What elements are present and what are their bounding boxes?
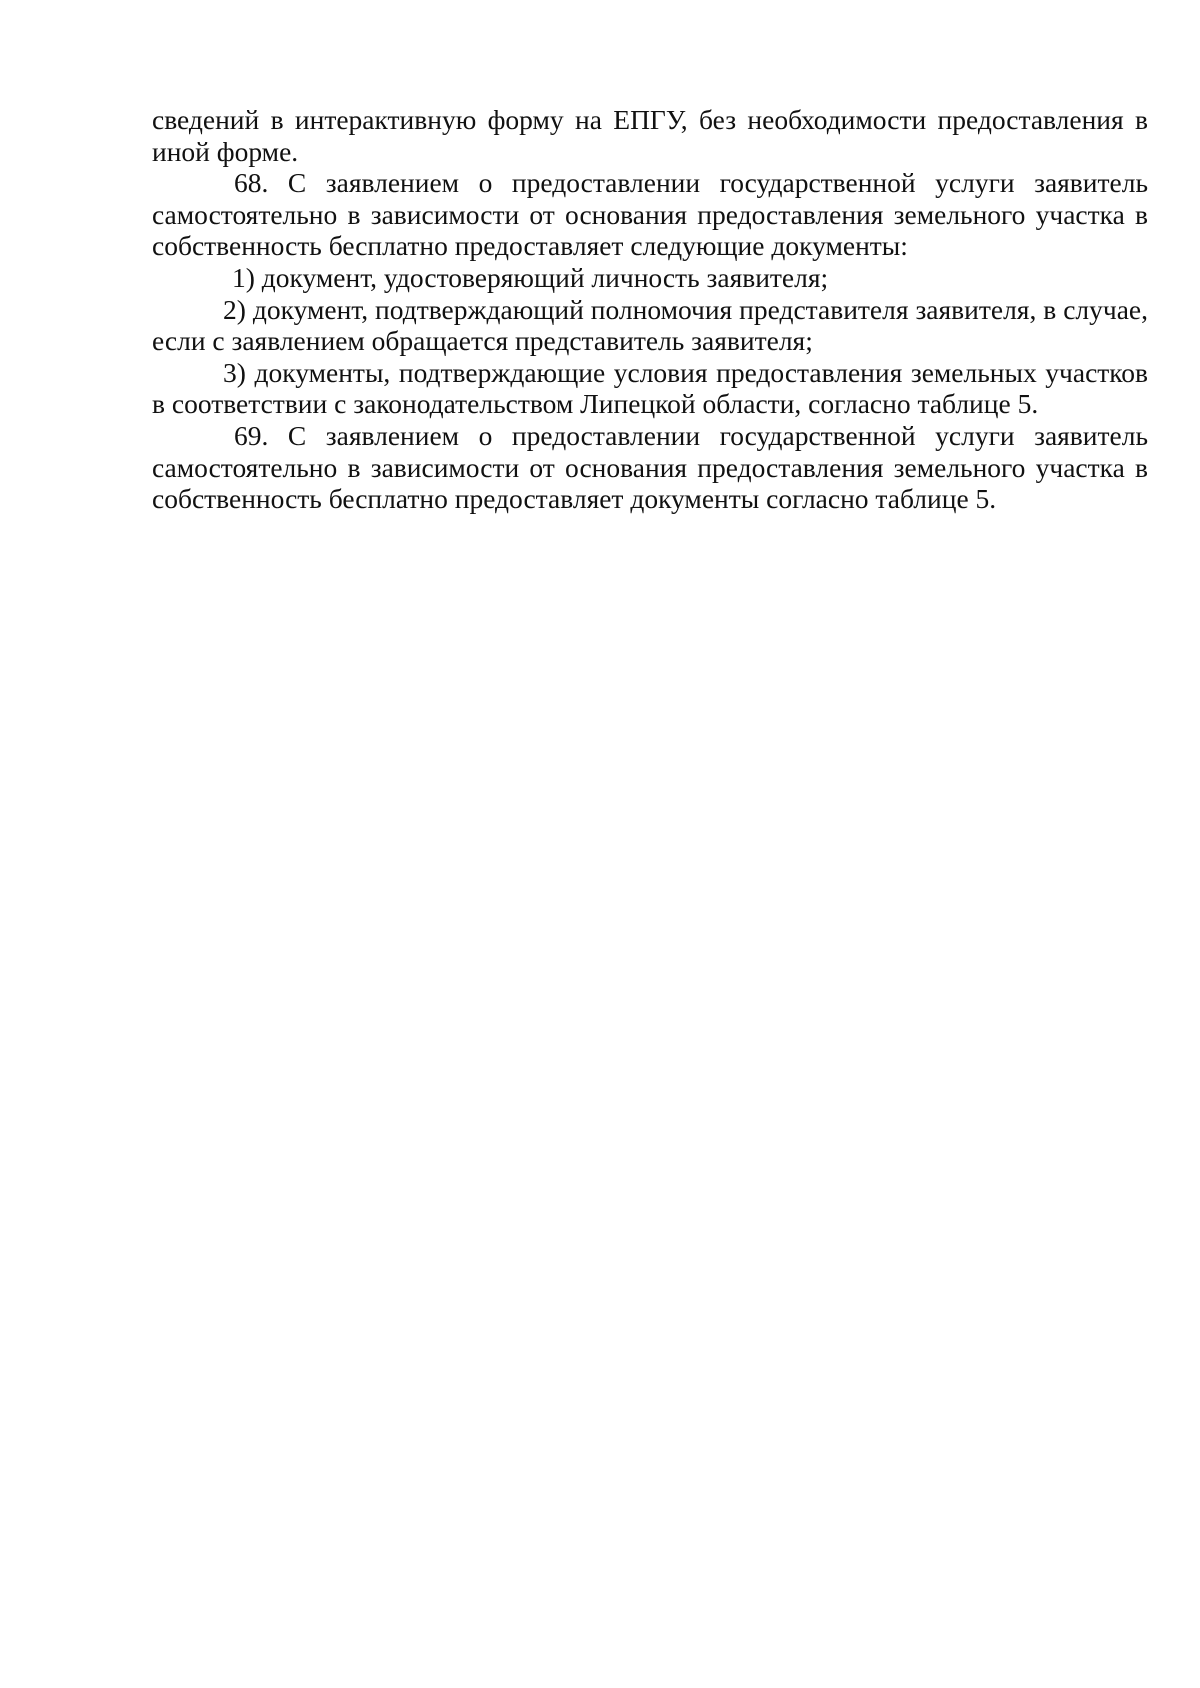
paragraph-69 xyxy=(152,420,1148,515)
paragraph-68-number: 68. xyxy=(234,167,269,199)
list-item-3-number: 3) xyxy=(223,356,246,388)
list-item-1 xyxy=(152,262,1148,294)
list-item-1-number: 1) xyxy=(232,261,255,293)
list-item-3 xyxy=(152,357,1148,420)
list-item-2 xyxy=(152,294,1148,357)
paragraph-69-text: С заявлением о предоставлении государственной услуги заявитель самостоятельно в зависимости от основания предоставления земельного участка в собственность бесплатно предоставляет документы согласно таблице 5. xyxy=(152,419,1148,515)
paragraph-68 xyxy=(152,167,1148,262)
list-item-3-text: документы, подтверждающие условия предоставления земельных участков в соответствии с законодательством Липецкой области, согласно таблице 5. xyxy=(152,356,1148,420)
document-body xyxy=(152,104,1148,515)
paragraph-continuation-text: сведений в интерактивную форму на ЕПГУ, без необходимости предоставления в иной форме. xyxy=(152,104,1148,167)
list-item-1-text: документ, удостоверяющий личность заявителя; xyxy=(261,261,829,293)
list-item-2-text: документ, подтверждающий полномочия представителя заявителя, в случае, если с заявлением обращается представитель заявителя; xyxy=(152,293,1148,357)
list-item-2-number: 2) xyxy=(223,293,246,325)
paragraph-continuation xyxy=(152,104,1148,167)
paragraph-68-text: С заявлением о предоставлении государственной услуги заявитель самостоятельно в зависимости от основания предоставления земельного участка в собственность бесплатно предоставляет следующие документы: xyxy=(152,167,1148,262)
paragraph-69-number: 69. xyxy=(234,419,269,451)
